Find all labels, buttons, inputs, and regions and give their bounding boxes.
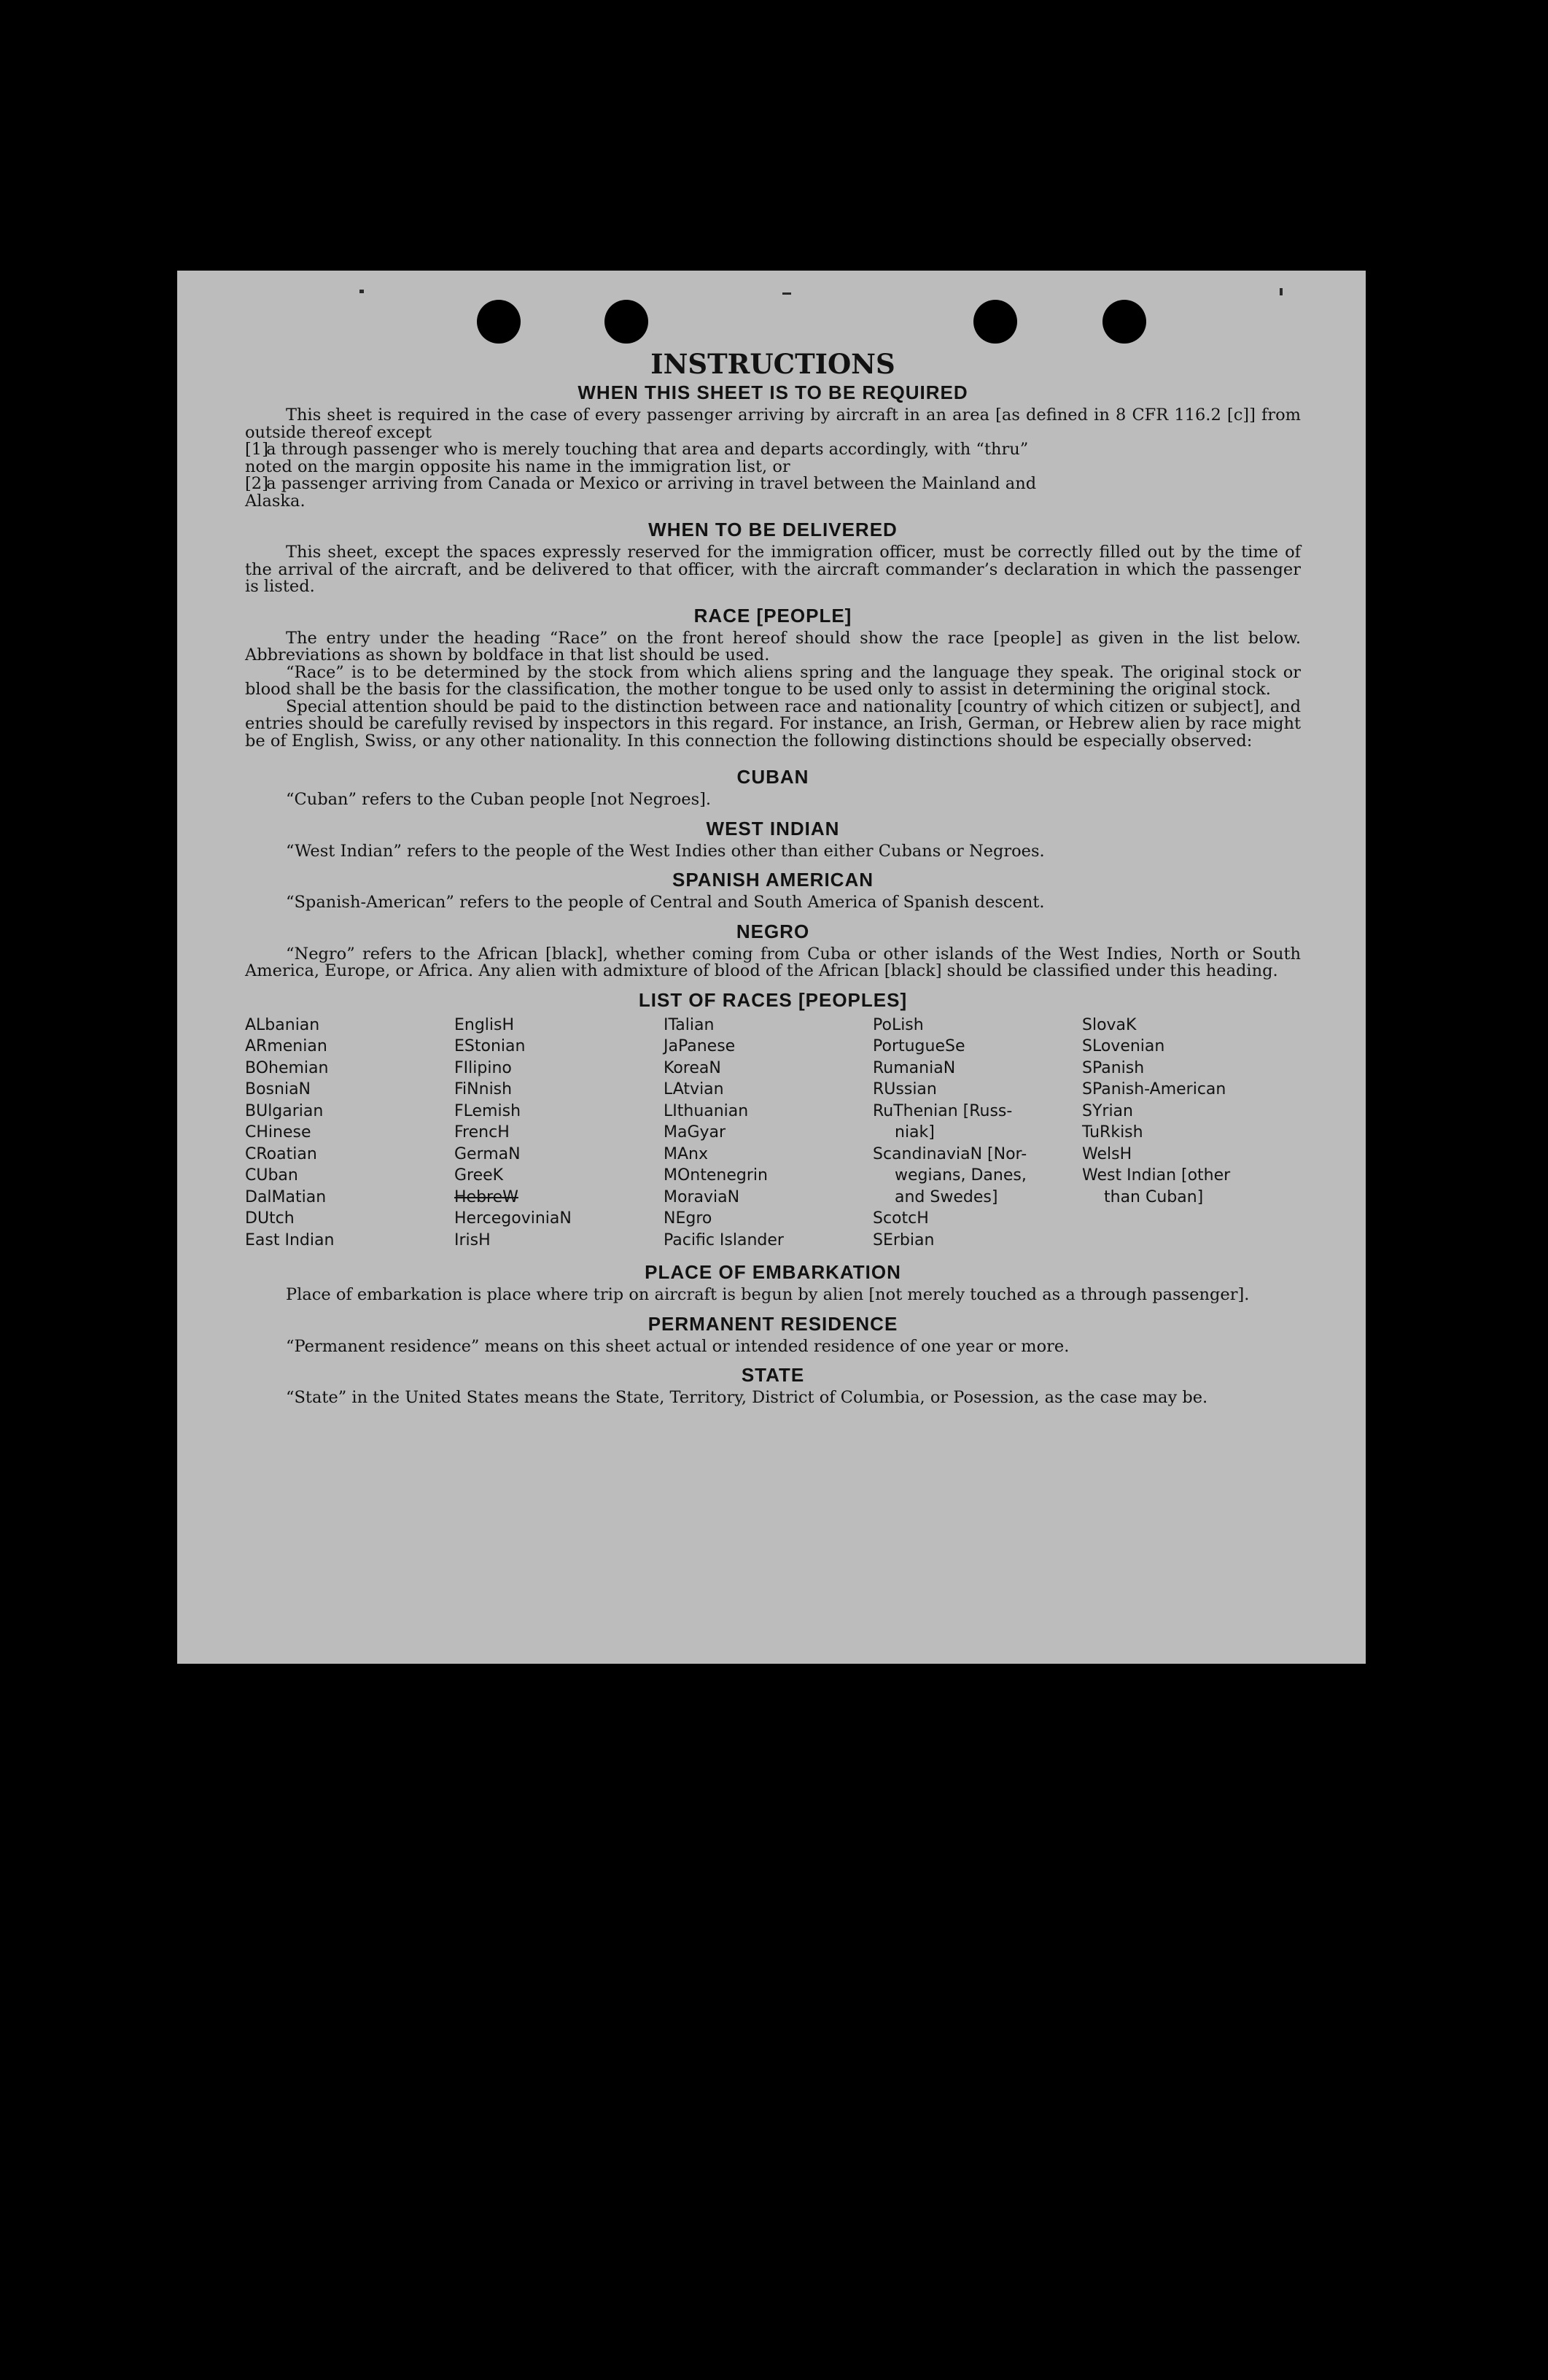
race-item: BUlgarian [245,1101,324,1120]
mark [359,290,364,293]
races-column-3 [664,1015,873,1252]
race-item: MOntenegrin [664,1166,768,1185]
cuban-text: “Cuban” refers to the Cuban people [not Negroes]. [286,790,712,809]
race-item: PortugueSe [873,1037,965,1055]
state-text: “State” in the United States means the State, Territory, District of Columbia, or Posession, as the case may be. [286,1388,1208,1407]
race-item: GreeK [454,1166,504,1185]
negro-text: “Negro” refers to the African [black], whether coming from Cuba or other islands of the West Indies, North or South America, Europe, or Africa. Any alien with admixture of blood of the African [black] should be classified under this heading. [245,944,1301,980]
race-item: LIthuanian [664,1101,749,1120]
exception-item-1-continued: noted on the margin opposite his name in the immigration list, or [245,457,790,476]
race-item: ITalian [664,1015,715,1034]
races-column-2 [454,1015,664,1252]
section-heading-when-required: WHEN THIS SHEET IS TO BE REQUIRED [577,381,968,403]
punch-hole [477,300,521,344]
west-indian-text: “West Indian” refers to the people of the West Indies other than either Cubans or Negroes. [286,841,1045,861]
race-item: RUssian [873,1080,937,1098]
section-heading-west-indian: WEST INDIAN [706,817,840,840]
race-item: ARmenian [245,1037,327,1055]
section-heading-race: RACE [PEOPLE] [693,604,852,627]
race-item: PoLish [873,1015,924,1034]
race-item: TuRkish [1082,1123,1143,1141]
race-item: SErbian [873,1230,935,1249]
race-item: SLovenian [1082,1037,1165,1055]
race-item: FiNnish [454,1080,513,1098]
race-item: ScandinaviaN [Nor- [873,1144,1027,1163]
race-item: EnglisH [454,1015,515,1034]
exception-item-1 [245,441,1301,459]
race-item: Pacific Islander [664,1230,784,1249]
race-item: BosniaN [245,1080,311,1098]
when-required-intro: This sheet is required in the case of every passenger arriving by aircraft in an area [as defined in 8 CFR 116.2 [c]] from outside thereof except [245,406,1301,442]
race-item: SYrian [1082,1101,1133,1120]
race-item-continued: and Swedes] [895,1187,998,1206]
races-column-1 [245,1015,454,1252]
race-item: MAnx [664,1144,708,1163]
race-paragraph-1: The entry under the heading “Race” on the front hereof should show the race [people] as given in the list below. Abbreviations as shown by boldface in that list should be used. [245,628,1301,664]
race-item: IrisH [454,1230,491,1249]
section-heading-negro: NEGRO [736,920,810,942]
race-item: CHinese [245,1123,311,1141]
race-item: FIlipino [454,1058,512,1077]
race-item: WelsH [1082,1144,1132,1163]
race-item: MaGyar [664,1123,726,1141]
race-item: KoreaN [664,1058,721,1077]
race-item: RumaniaN [873,1058,956,1077]
mark [782,292,791,295]
instruction-sheet [177,271,1366,1664]
page-title: INSTRUCTIONS [650,348,895,380]
race-item: FLemish [454,1101,521,1120]
races-column-5 [1082,1015,1291,1252]
punch-hole [604,300,648,344]
section-heading-embarkation: PLACE OF EMBARKATION [645,1261,901,1283]
item-text: a through passenger who is merely touching that area and departs accordingly, with “thru” [266,440,1029,459]
race-item: DUtch [245,1209,295,1228]
section-heading-list-of-races: LIST OF RACES [PEOPLES] [638,988,908,1011]
race-item: East Indian [245,1230,335,1249]
race-item: FrencH [454,1123,510,1141]
spanish-american-text: “Spanish-American” refers to the people of Central and South America of Spanish descent. [286,893,1045,912]
race-item: CUban [245,1166,298,1185]
race-item-struck: HebreW [454,1187,518,1206]
race-item: ScotcH [873,1209,929,1228]
section-heading-spanish-american: SPANISH AMERICAN [672,869,874,891]
race-item-continued: niak] [895,1123,935,1141]
embarkation-text: Place of embarkation is place where trip on aircraft is begun by alien [not merely touched as a through passenger]. [286,1285,1250,1304]
race-item: ALbanian [245,1015,320,1034]
exception-item-2 [245,476,1301,493]
section-heading-state: STATE [741,1364,805,1386]
mark [1280,288,1283,295]
race-item-continued: than Cuban] [1104,1187,1204,1206]
section-heading-permanent-residence: PERMANENT RESIDENCE [647,1312,898,1335]
race-item: West Indian [other [1082,1166,1231,1185]
section-heading-when-delivered: WHEN TO BE DELIVERED [648,519,898,540]
race-item: GermaN [454,1144,521,1163]
exception-item-2-continued: Alaska. [245,491,306,511]
race-item: JaPanese [664,1037,736,1055]
race-item: HercegoviniaN [454,1209,572,1228]
when-delivered-text: This sheet, except the spaces expressly reserved for the immigration officer, must be correctly filled out by the time of the arrival of the aircraft, and be delivered to that officer, with the aircraft commander’s declaration in which the passenger is listed. [245,543,1301,596]
item-label: [1] [245,440,268,459]
race-item: LAtvian [664,1080,724,1098]
race-item: RuThenian [Russ- [873,1101,1013,1120]
item-text: a passenger arriving from Canada or Mexico or arriving in travel between the Mainland and [266,474,1037,493]
race-item: MoraviaN [664,1187,740,1206]
race-item: SPanish-American [1082,1080,1226,1098]
race-paragraph-2: “Race” is to be determined by the stock from which aliens spring and the language they speak. The original stock or blood shall be the basis for the classification, the mother tongue to be used only to assist in determining the original stock. [245,662,1301,699]
race-item-continued: wegians, Danes, [895,1166,1027,1185]
item-label: [2] [245,474,268,493]
races-list [245,1015,1301,1252]
race-paragraph-3: Special attention should be paid to the distinction between race and nationality [country of which citizen or subject], and entries should be carefully revised by inspectors in this regard. For instance, an Irish, German, or Hebrew alien by race might be of English, Swiss, or any other nationality. In this connection the following distinctions should be especially observed: [245,697,1301,751]
race-item: SPanish [1082,1058,1145,1077]
race-item: CRoatian [245,1144,317,1163]
punch-hole [973,300,1017,344]
races-column-4 [873,1015,1082,1252]
punch-hole [1102,300,1146,344]
race-item: EStonian [454,1037,526,1055]
permanent-residence-text: “Permanent residence” means on this sheet actual or intended residence of one year or more. [286,1336,1070,1356]
section-heading-cuban: CUBAN [736,766,809,788]
race-item: NEgro [664,1209,712,1228]
race-item: DalMatian [245,1187,327,1206]
race-item: BOhemian [245,1058,329,1077]
race-item: SlovaK [1082,1015,1137,1034]
